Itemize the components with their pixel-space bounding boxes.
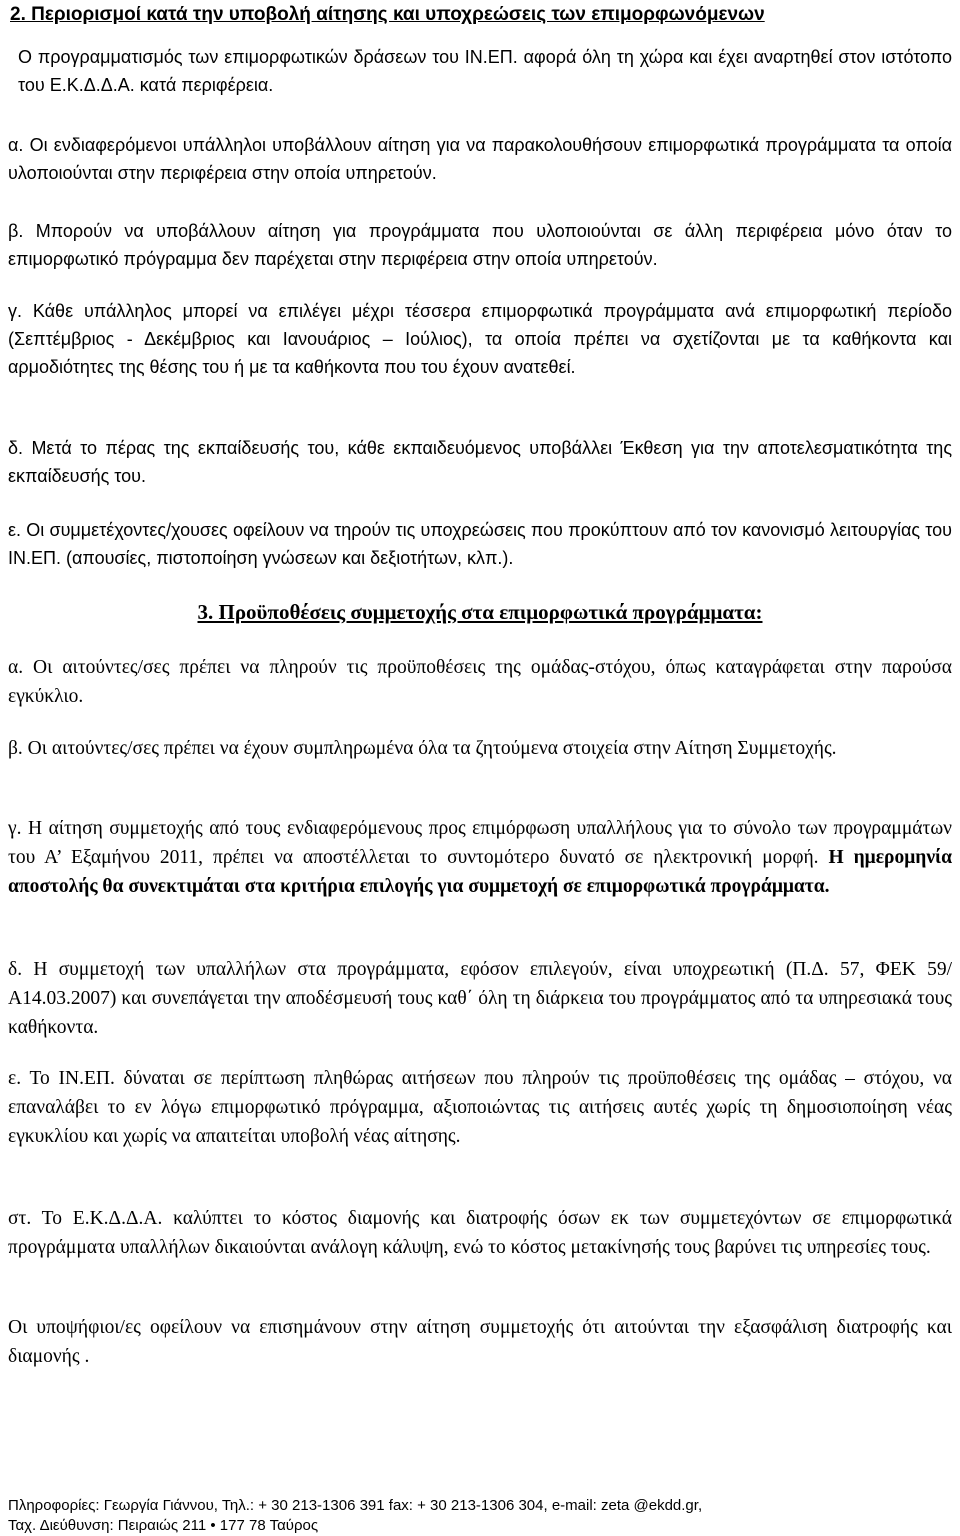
section-2-intro: Ο προγραμματισμός των επιμορφωτικών δράσεων του ΙΝ.ΕΠ. αφορά όλη τη χώρα και έχει αναρτηθεί στον ιστότοπο του Ε.Κ.Δ.Δ.Α. κατά περιφέρεια. [18, 47, 952, 95]
section-2-item-c: γ. Κάθε υπάλληλος μπορεί να επιλέγει μέχρι τέσσερα επιμορφωτικά προγράμματα ανά επιμορφωτική περίοδο (Σεπτέμβριος - Δεκέμβριος και Ιανουάριος – Ιούλιος), τα οποία πρέπει να σχετίζονται με τα καθήκοντα και αρμοδιότητες της θέσης του ή με τα καθήκοντα που του έχουν ανατεθεί. [8, 301, 952, 377]
footer-address-line: Ταχ. Διεύθυνση: Πειραιώς 211 • 177 78 Ταύρος [8, 1517, 319, 1534]
section-3-item-a: α. Οι αιτούντες/σες πρέπει να πληρούν τις προϋποθέσεις της ομάδας-στόχου, όπως καταγράφεται στην παρούσα εγκύκλιο. [8, 657, 952, 707]
section-3-item-c-emphasis: Η ημερομηνία αποστολής θα συνεκτιμάται στα κριτήρια επιλογής για συμμετοχή σε επιμορφωτικά προγράμματα. [8, 847, 952, 897]
section-2-item-e: ε. Οι συμμετέχοντες/χουσες οφείλουν να τηρούν τις υποχρεώσεις που προκύπτουν από τον κανονισμό λειτουργίας του ΙΝ.ΕΠ. (απουσίες, πιστοποίηση γνώσεων και δεξιοτήτων, κλπ.). [8, 520, 952, 568]
section-3-item-c [8, 814, 952, 901]
footer-contact-line: Πληροφορίες: Γεωργία Γιάννου, Τηλ.: + 30 213-1306 391 fax: + 30 213-1306 304, e-mail: zeta @ekdd.gr, [8, 1497, 703, 1514]
section-3-note: Οι υποψήφιοι/ες οφείλουν να επισημάνουν στην αίτηση συμμετοχής ότι αιτούνται την εξασφάλιση διατροφής και διαμονής . [8, 1317, 952, 1367]
section-3-item-st: στ. Το Ε.Κ.Δ.Δ.Α. καλύπτει το κόστος διαμονής και διατροφής όσων εκ των συμμετεχόντων σε επιμορφωτικά προγράμματα υπαλλήλων δικαιούνται ανάλογη κάλυψη, ενώ το κόστος μετακίνησής τους βαρύνει τις υπηρεσίες τους. [8, 1208, 952, 1258]
section-3-item-e: ε. Το ΙΝ.ΕΠ. δύναται σε περίπτωση πληθώρας αιτήσεων που πληρούν τις προϋποθέσεις της ομάδας – στόχου, να επαναλάβει το εν λόγω επιμορφωτικό πρόγραμμα, αξιοποιώντας τις αιτήσεις αυτές χωρίς τη δημοσιοποίηση νέας εγκυκλίου και χωρίς να απαιτείται υποβολή νέας αίτησης. [8, 1068, 952, 1147]
section-3-heading: 3. Προϋποθέσεις συμμετοχής στα επιμορφωτικά προγράμματα: [197, 600, 763, 624]
page-footer [8, 1496, 952, 1536]
section-3-item-d: δ. Η συμμετοχή των υπαλλήλων στα προγράμματα, εφόσον επιλεγούν, είναι υποχρεωτική (Π.Δ. 57, ΦΕΚ 59/Α14.03.2007) και συνεπάγεται την αποδέσμευσή τους καθ΄ όλη τη διάρκεια του προγράμματος από τα υπηρεσιακά τους καθήκοντα. [8, 959, 952, 1038]
section-2-item-d: δ. Μετά το πέρας της εκπαίδευσής του, κάθε εκπαιδευόμενος υποβάλλει Έκθεση για την αποτελεσματικότητα της εκπαίδευσής του. [8, 438, 952, 486]
section-3-item-c-text: γ. Η αίτηση συμμετοχής από τους ενδιαφερόμενους προς επιμόρφωση υπαλλήλους για το σύνολο των προγραμμάτων του Α’ Εξαμήνου 2011, πρέπει να αποστέλλεται το συντομότερο δυνατό σε ηλεκτρονική μορφή. [8, 818, 952, 868]
section-2-item-b: β. Μπορούν να υποβάλλουν αίτηση για προγράμματα που υλοποιούνται σε άλλη περιφέρεια μόνο όταν το επιμορφωτικό πρόγραμμα δεν παρέχεται στην περιφέρεια στην οποία υπηρετούν. [8, 221, 952, 269]
section-2-heading: 2. Περιορισμοί κατά την υποβολή αίτησης και υποχρεώσεις των επιμορφωνόμενων [10, 4, 765, 25]
section-2-item-a: α. Οι ενδιαφερόμενοι υπάλληλοι υποβάλλουν αίτηση για να παρακολουθήσουν επιμορφωτικά προγράμματα τα οποία υλοποιούνται στην περιφέρεια στην οποία υπηρετούν. [8, 135, 952, 183]
section-3-item-b: β. Οι αιτούντες/σες πρέπει να έχουν συμπληρωμένα όλα τα ζητούμενα στοιχεία στην Αίτηση Συμμετοχής. [8, 738, 837, 759]
